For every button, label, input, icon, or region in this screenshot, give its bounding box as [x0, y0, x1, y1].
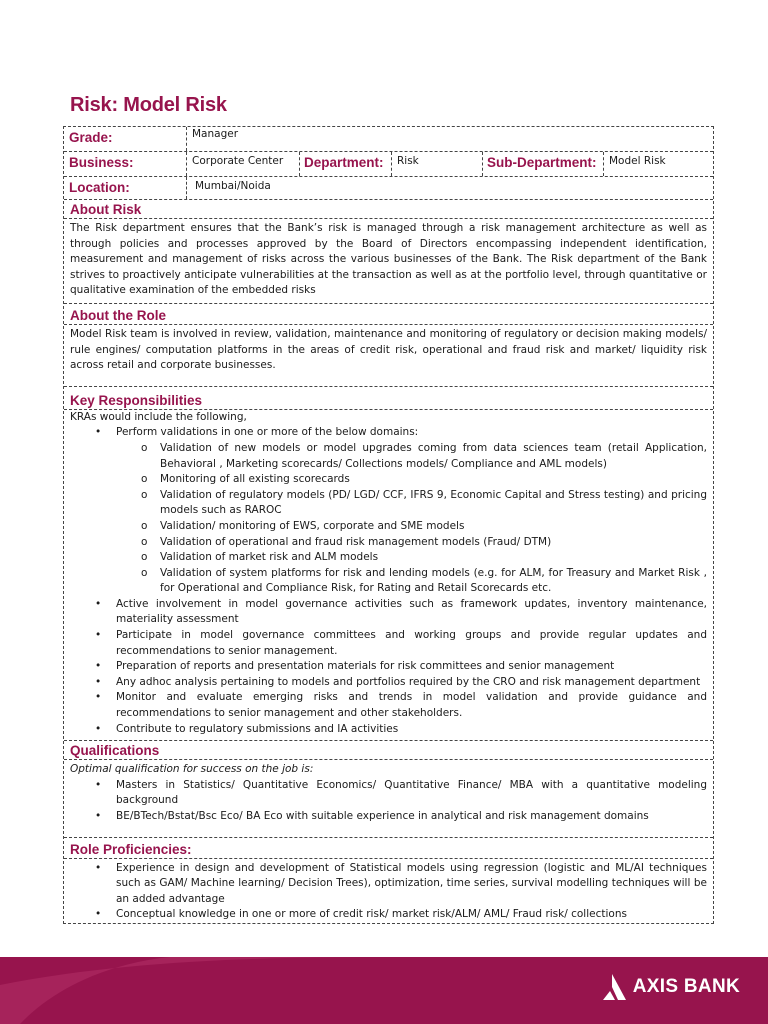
- subdepartment-label: Sub-Department:: [482, 152, 603, 176]
- list-item: • Masters in Statistics/ Quantitative Economics/ Quantitative Finance/ MBA with a quantitative modeling background: [116, 778, 707, 809]
- brand-name: AXIS BANK: [632, 976, 740, 997]
- department-value: Risk: [391, 152, 482, 176]
- qualifications-list: [70, 778, 707, 825]
- responsibilities-section: [64, 410, 713, 741]
- qualifications-section: [64, 760, 713, 837]
- axis-bank-logo-icon: [597, 972, 627, 1002]
- location-row: [64, 177, 713, 200]
- sub-list-item: o Validation of operational and fraud risk management models (Fraud/ DTM): [160, 535, 707, 551]
- list-item: • Participate in model governance committees and working groups and provide regular updates and recommendations to senior management.: [116, 628, 707, 659]
- list-item: • Monitor and evaluate emerging risks and trends in model validation and provide guidance and recommendations to senior management and other stakeholders.: [116, 690, 707, 721]
- validation-sub-list: [116, 441, 707, 597]
- about-risk-text: The Risk department ensures that the Bank’s risk is managed through a risk management architecture as well as through policies and processes approved by the Board of Directors encompassing independent identification, measurement and management of risks across the various businesses of the Bank. The Risk department of the Bank strives to proactively anticipate vulnerabilities at the transaction as well as at the portfolio level, through quantitative or qualitative examination of the embedded risks: [64, 219, 713, 304]
- sub-list-item: o Monitoring of all existing scorecards: [160, 472, 707, 488]
- subdepartment-value: Model Risk: [603, 152, 713, 176]
- business-row: [64, 152, 713, 177]
- responsibilities-intro: KRAs would include the following,: [70, 410, 247, 423]
- brand-logo: [597, 972, 740, 1002]
- list-item: • Preparation of reports and presentation materials for risk committees and senior management: [116, 659, 707, 675]
- list-item: • BE/BTech/Bstat/Bsc Eco/ BA Eco with suitable experience in analytical and risk management domains: [116, 809, 707, 825]
- sub-list-item: o Validation of system platforms for risk and lending models (e.g. for ALM, for Treasury and Market Risk , for Operational and Compliance Risk, for Rating and Retail Scorecards etc.: [160, 566, 707, 597]
- list-item: • Experience in design and development of Statistical models using regression (logistic and ML/AI techniques such as GAM/ Machine learning/ Decision Trees), optimization, time series, survival modelling techniques will be an added advantage: [116, 861, 707, 908]
- validation-item-text: Perform validations in one or more of the below domains:: [116, 426, 419, 439]
- business-value: Corporate Center: [186, 152, 299, 176]
- responsibilities-list: [70, 425, 707, 737]
- list-item: [116, 425, 707, 597]
- list-item: • Conceptual knowledge in one or more of credit risk/ market risk/ALM/ AML/ Fraud risk/ collections: [116, 907, 707, 923]
- grade-label: Grade:: [69, 130, 113, 145]
- qualifications-intro: Optimal qualification for success on the job is:: [70, 763, 314, 776]
- list-item: • Any adhoc analysis pertaining to models and portfolios required by the CRO and risk management department: [116, 675, 707, 691]
- sub-list-item: o Validation of market risk and ALM models: [160, 550, 707, 566]
- business-label: Business:: [69, 155, 134, 170]
- department-label: Department:: [299, 152, 391, 176]
- location-label: Location:: [69, 180, 130, 195]
- proficiencies-heading: Role Proficiencies:: [64, 838, 713, 859]
- responsibilities-heading: Key Responsibilities: [64, 387, 713, 410]
- footer-band: [0, 957, 768, 1024]
- about-role-heading: About the Role: [64, 304, 713, 325]
- proficiencies-section: [64, 859, 713, 923]
- job-description-table: [63, 126, 714, 924]
- proficiencies-list: [70, 861, 707, 923]
- page-title: Risk: Model Risk: [70, 94, 227, 116]
- list-item: • Contribute to regulatory submissions and IA activities: [116, 722, 707, 738]
- location-value: Mumbai/Noida: [186, 177, 713, 199]
- about-risk-heading: About Risk: [64, 200, 713, 219]
- about-role-text: Model Risk team is involved in review, validation, maintenance and monitoring of regulatory or decision making models/ rule engines/ computation platforms in the areas of credit risk, operational and fraud risk and market/ liquidity risk across retail and corporate businesses.: [64, 325, 713, 387]
- grade-value: Manager: [186, 127, 713, 151]
- sub-list-item: o Validation of new models or model upgrades coming from data sciences team (retail Application, Behavioral , Marketing scorecards/ Collections models/ Compliance and AML models): [160, 441, 707, 472]
- grade-row: [64, 127, 713, 152]
- sub-list-item: o Validation/ monitoring of EWS, corporate and SME models: [160, 519, 707, 535]
- qualifications-heading: Qualifications: [64, 741, 713, 760]
- list-item: • Active involvement in model governance activities such as framework updates, inventory maintenance, materiality assessment: [116, 597, 707, 628]
- sub-list-item: o Validation of regulatory models (PD/ LGD/ CCF, IFRS 9, Economic Capital and Stress testing) and pricing models such as RAROC: [160, 488, 707, 519]
